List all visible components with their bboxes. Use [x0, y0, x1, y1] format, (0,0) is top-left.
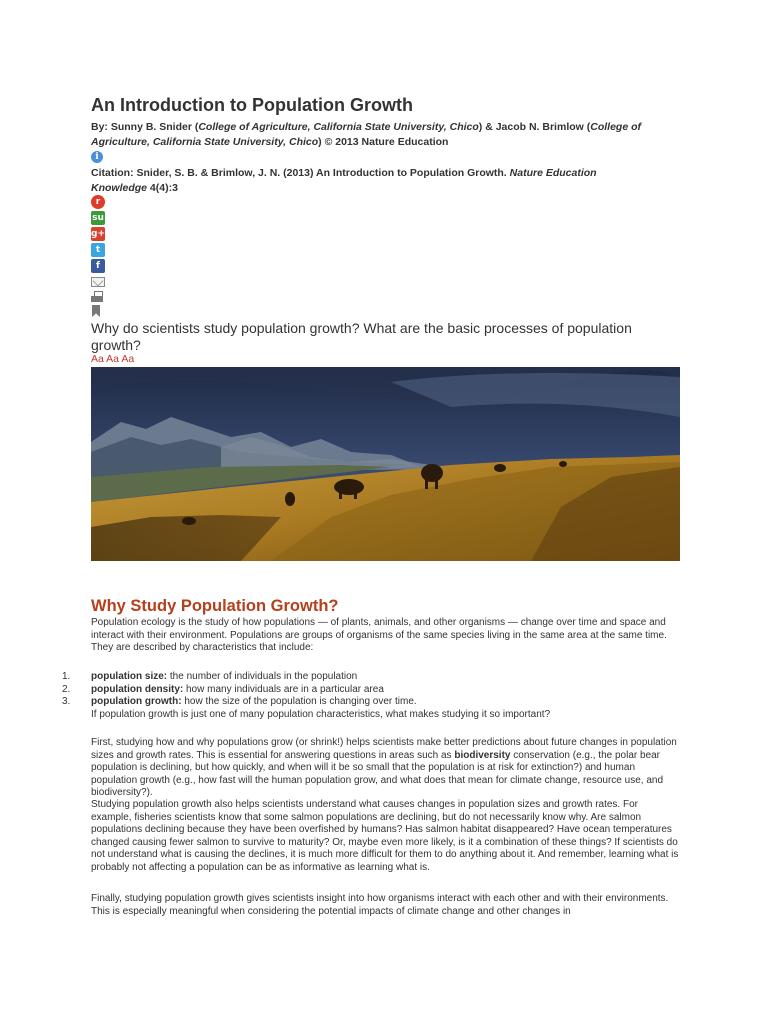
- landscape-illustration: [91, 367, 680, 561]
- article-teaser: Why do scientists study population growth? What are the basic processes of population growth?: [91, 320, 632, 353]
- byline-affiliation-1: College of Agriculture, California State University, Chico: [198, 121, 479, 133]
- question-paragraph: If population growth is just one of many population characteristics, what makes studying it so important?: [91, 709, 551, 720]
- list-term: population growth:: [91, 696, 182, 707]
- facebook-icon[interactable]: f: [91, 259, 105, 273]
- byline-mid: ) & Jacob N. Brimlow (: [478, 121, 591, 133]
- info-icon[interactable]: i: [91, 151, 103, 163]
- hero-image-bison-prairie: [91, 367, 680, 561]
- citation: [91, 166, 651, 196]
- email-icon[interactable]: [91, 277, 105, 287]
- twitter-icon[interactable]: t: [91, 243, 105, 257]
- list-definition: how many individuals are in a particular area: [183, 683, 384, 695]
- list-term: population size:: [91, 671, 168, 682]
- list-definition: how the size of the population is changing over time.: [181, 696, 417, 707]
- reddit-icon[interactable]: r: [91, 195, 105, 209]
- social-share-bar: [91, 195, 107, 275]
- list-item: [62, 684, 682, 697]
- citation-suffix: 4(4):3: [147, 182, 178, 194]
- list-number: 1.: [62, 671, 71, 682]
- characteristics-list: [62, 671, 682, 709]
- byline-affiliation-2: College of Agriculture, California State University, Chico: [91, 121, 641, 148]
- list-number: 2.: [62, 683, 71, 695]
- citation-journal: Nature Education Knowledge: [91, 167, 597, 194]
- byline-prefix: By: Sunny B. Snider (: [91, 121, 199, 133]
- print-icon[interactable]: [91, 291, 105, 303]
- list-item: [62, 696, 682, 709]
- byline: [91, 120, 681, 150]
- second-reason-paragraph: Studying population growth also helps scientists understand what causes changes in population sizes and growth rates. For example, fisheries scientists know that some salmon populations are declining, but do not necessarily know why. Are salmon populations declining because they have been overfished by humans? Has salmon habitat disappeared? Have ocean temperatures changed causing fewer salmon to survive to maturity? Or, maybe even more likely, is it a combination of these things? If scientists do not understand what is causing the declines, it is much more difficult for them to do anything about it. And remember, learning what is probably not affecting a population can be as informative as learning what is.: [91, 799, 679, 873]
- byline-suffix: ) © 2013 Nature Education: [318, 136, 449, 148]
- section-heading: Why Study Population Growth?: [91, 597, 339, 615]
- list-item: [62, 671, 682, 684]
- paragraph-text: conservation (e.g., the polar bear population is declining, but how quickly, and when will it be so small that the population is at risk for extinction?) and human population growth (e.g., how fast will the human population grow, and what does that mean for climate change, resource use, and biodiversity?).: [91, 749, 664, 798]
- list-definition: the number of individuals in the population: [167, 671, 358, 682]
- final-reason-paragraph: Finally, studying population growth gives scientists insight into how organisms interact with each other and with their environments. This is especially meaningful when considering the potential impacts of climate change and other changes in: [91, 893, 669, 917]
- first-reason-paragraph: [91, 737, 681, 800]
- biodiversity-term: biodiversity: [454, 749, 511, 761]
- googleplus-icon[interactable]: g+: [91, 229, 105, 239]
- stumbleupon-icon[interactable]: su: [92, 213, 104, 223]
- text-size-controls[interactable]: Aa Aa Aa: [91, 353, 135, 365]
- paragraph-text: First, studying how and why populations grow (or shrink!) helps scientists make better predictions about future changes in population sizes and growth rates. This is essential for answering questions in areas such as: [91, 737, 677, 761]
- list-term: population density:: [91, 683, 184, 695]
- citation-prefix: Citation: Snider, S. B. & Brimlow, J. N. (2013) An Introduction to Population Growth.: [91, 167, 510, 179]
- bookmark-icon[interactable]: [92, 305, 100, 317]
- article-title: An Introduction to Population Growth: [91, 95, 413, 115]
- list-number: 3.: [62, 696, 71, 707]
- intro-paragraph: Population ecology is the study of how populations — of plants, animals, and other organisms — change over time and space and interact with their environment. Populations are groups of organisms of the same species living in the same area at the same time. They are described by characteristics that include:: [91, 617, 667, 653]
